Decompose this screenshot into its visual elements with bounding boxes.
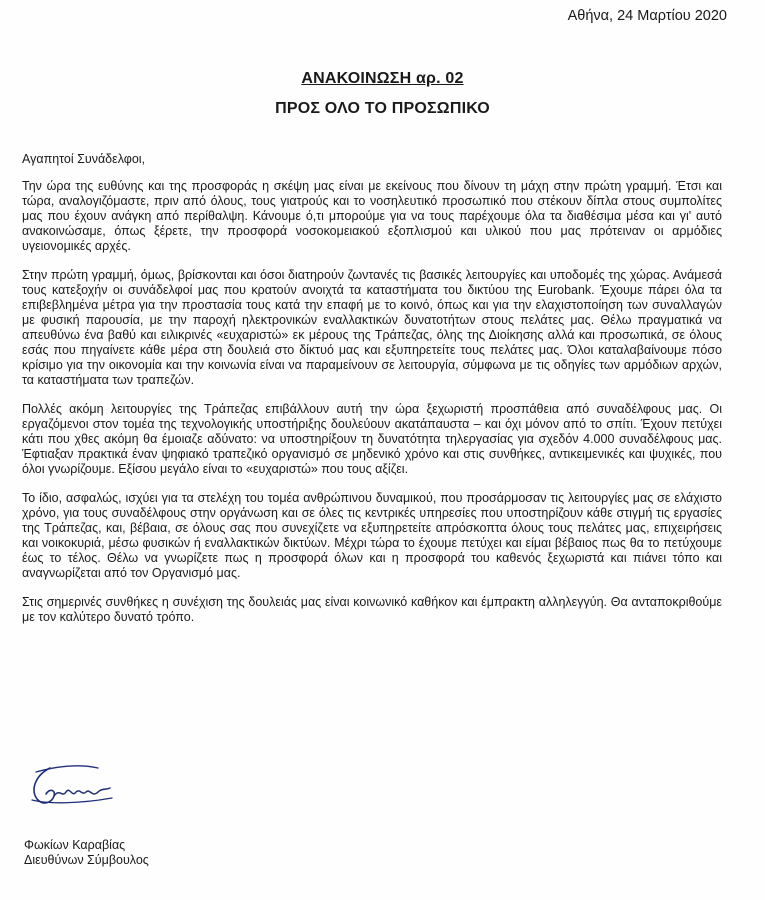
handwritten-signature [28,758,118,818]
signature-area [22,758,222,823]
paragraph-1: Την ώρα της ευθύνης και της προσφοράς η σκέψη μας είναι με εκείνους που δίνουν τη μάχη στην πρώτη γραμμή. Έτσι και τώρα, αναλογιζόμαστε, πριν από όλους, τους γιατρούς και το νοσηλευτικό προσωπικό που στέκουν δίπλα στους συμπολίτες μας που έχουν ανάγκη από περίθαλψη. Κάνουμε ό,τι μπορούμε για να τους παρέχουμε όλα τα διαθέσιμα μέσα και γι' αυτό ανακοινώσαμε, όπως ξέρετε, την προσφορά νοσοκομειακού εξοπλισμού και υλικού που μας πρότειναν οι αρμόδιες υγειονομικές αρχές. [22,179,722,253]
paragraph-4: Το ίδιο, ασφαλώς, ισχύει για τα στελέχη του τομέα ανθρώπινου δυναμικού, που προσάρμοσαν τις λειτουργίες μας σε ελάχιστο χρόνο, για τους συναδέλφους στην οργάνωση και σε όλες τις κεντρικές υπηρεσίες που υποστηρίζουν κάθε στιγμή τις εργασίες της Τράπεζας, και, βέβαια, σε όλους σας που συνεχίζετε να εξυπηρετείτε απρόσκοπτα όλους τους πελάτες μας, επιχειρήσεις και νοικοκυριά, μέσω φυσικών ή εναλλακτικών δικτύων. Μέχρι τώρα το έχουμε πετύχει και είμαι βέβαιος πως θα το πετύχουμε έως το τέλος. Θέλω να γνωρίζετε πως η προσφορά όλων και η προσφορά του καθενός ξεχωριστά και πιάνει τόπο και αναγνωρίζεται από τον Οργανισμό μας. [22,491,722,580]
greeting: Αγαπητοί Συνάδελφοι, [22,152,146,166]
letter-body [22,152,722,639]
paragraph-5: Στις σημερινές συνθήκες η συνέχιση της δουλειάς μας είναι κοινωνικό καθήκον και έμπρακτη αλληλεγγύη. Θα ανταποκριθούμε με τον καλύτερο δυνατό τρόπο. [22,595,722,624]
signer-block [24,838,149,868]
announcement-subtitle: ΠΡΟΣ ΟΛΟ ΤΟ ΠΡΟΣΩΠΙΚΟ [275,100,490,117]
signer-name: Φωκίων Καραβίας [24,838,126,852]
paragraph-2: Στην πρώτη γραμμή, όμως, βρίσκονται και όσοι διατηρούν ζωντανές τις βασικές λειτουργίες και υποδομές της χώρας. Ανάμεσά τους κατεξοχήν οι συνάδελφοί μας που κρατούν ανοιχτά τα καταστήματα του δικτύου της Eurobank. Έχουμε πάρει όλα τα επιβεβλημένα μέτρα για την προστασία τους κατά την επαφή με το κοινό, όπως και για την ελαχιστοποίηση των συναλλαγών με φυσική παρουσία, με την παροχή ηλεκτρονικών εναλλακτικών δυνατοτήτων στους πελάτες μας. Θέλω πραγματικά να απευθύνω ένα βαθύ και ειλικρινές «ευχαριστώ» εκ μέρους της Τράπεζας, όλης της Διοίκησης αλλά και προσωπικά, σε όλους εσάς που πηγαίνετε κάθε μέρα στη δουλειά στο δίκτυό μας και εξυπηρετείτε τους πελάτες μας. Όλοι καταλαβαίνουμε πόσο κρίσιμο για την οικονομία και την κοινωνία είναι να παραμείνουν σε λειτουργία, σύμφωνα με τις οδηγίες των αρμόδιων αρχών, τα καταστήματα των τραπεζών. [22,268,722,387]
letter-date: Αθήνα, 24 Μαρτίου 2020 [567,8,727,24]
letter-heading [0,70,765,118]
announcement-title: ΑΝΑΚΟΙΝΩΣΗ αρ. 02 [301,70,464,87]
signer-title: Διευθύνων Σύμβουλος [24,853,149,867]
paragraph-3: Πολλές ακόμη λειτουργίες της Τράπεζας επιβάλλουν αυτή την ώρα ξεχωριστή προσπάθεια από συναδέλφους μας. Οι εργαζόμενοι στον τομέα της τεχνολογικής υποστήριξης δουλεύουν ακατάπαυστα – και όχι μόνον από το σπίτι. Έχουν πετύχει κάτι που χθες ακόμη θα έμοιαζε αδύνατο: να υποστηρίξουν τη δυνατότητα τηλεργασίας για σχεδόν 4.000 συναδέλφους μας. Έφτιαξαν πρακτικά έναν ψηφιακό τραπεζικό οργανισμό σε μηδενικό χρόνο και στις συνθήκες, αντικειμενικές και ψυχικές, που όλοι γνωρίζουμε. Εξίσου μεγάλο είναι το «ευχαριστώ» που τους αξίζει. [22,402,722,476]
